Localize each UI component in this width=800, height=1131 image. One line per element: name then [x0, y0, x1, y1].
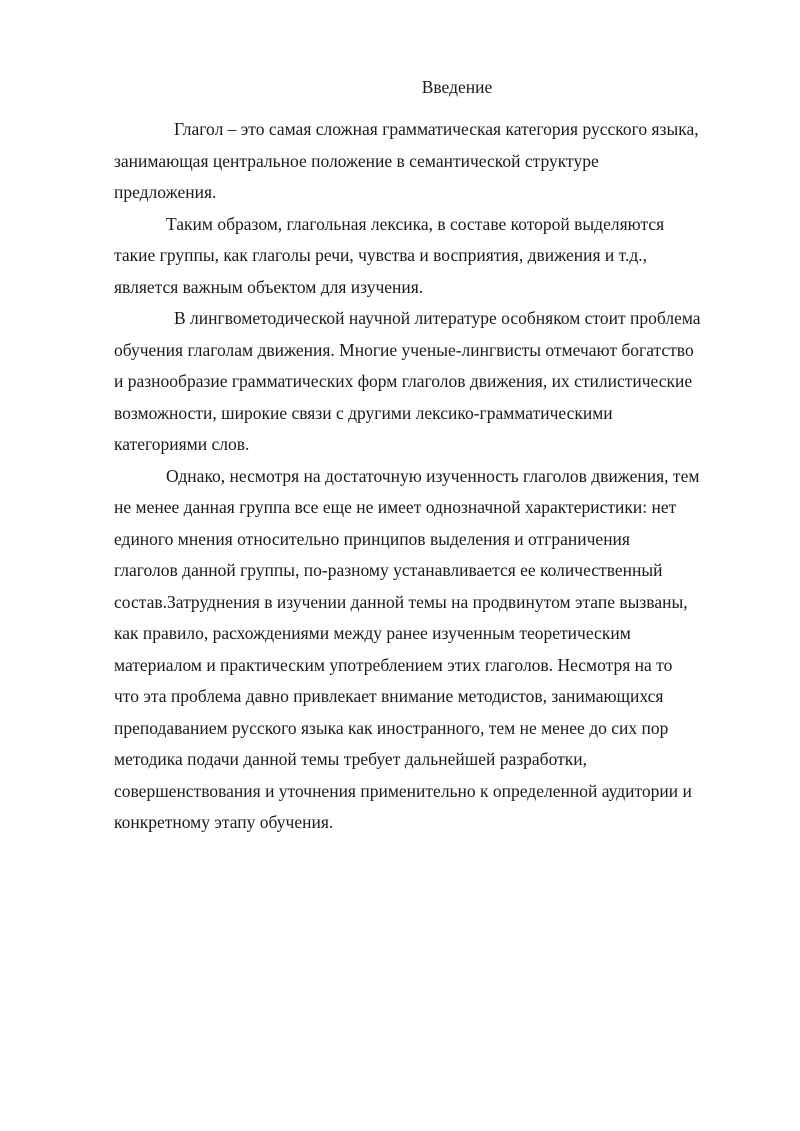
paragraph-line: обучения глаголам движения. Многие ученые-лингвисты отмечают богатство — [114, 339, 694, 360]
paragraph-line: Таким образом, глагольная лексика, в составе которой выделяются — [166, 213, 665, 234]
paragraph-line: материалом и практическим употреблением этих глаголов. Несмотря на то — [114, 654, 673, 675]
paragraph-line: предложения. — [114, 182, 217, 202]
document-heading: Введение — [421, 77, 493, 97]
paragraph-line: как правило, расхождениями между ранее изученным теоретическим — [114, 623, 631, 643]
paragraph-line: Однако, несмотря на достаточную изученность глаголов движения, тем — [166, 465, 700, 486]
paragraph-line: возможности, широкие связи с другими лексико-грамматическими — [114, 402, 613, 423]
document-body — [114, 114, 746, 839]
paragraph-line: является важным объектом для изучения. — [114, 276, 424, 297]
paragraph-line: занимающая центральное положение в семантической структуре — [114, 150, 599, 171]
paragraph-line: единого мнения относительно принципов выделения и отграничения — [114, 528, 630, 549]
paragraph-line: совершенствования и уточнения применительно к определенной аудитории и — [114, 780, 692, 801]
paragraph-line: конкретному этапу обучения. — [114, 812, 334, 832]
paragraph-line: В лингвометодической научной литературе особняком стоит проблема — [174, 308, 701, 328]
paragraph-4 — [114, 461, 746, 839]
paragraph-line: что эта проблема давно привлекает внимание методистов, занимающихся — [114, 686, 664, 706]
paragraph-line: не менее данная группа все еще не имеет однозначной характеристики: нет — [114, 497, 677, 517]
paragraph-line: такие группы, как глаголы речи, чувства и восприятия, движения и т.д., — [114, 245, 648, 265]
paragraph-line: категориями слов. — [114, 434, 250, 454]
paragraph-line: состав.Затруднения в изучении данной темы на продвинутом этапе вызваны, — [114, 591, 688, 612]
paragraph-line: Глагол – это самая сложная грамматическая категория русского языка, — [174, 119, 699, 139]
paragraph-1 — [114, 114, 746, 209]
paragraph-3 — [114, 303, 746, 461]
paragraph-line: методика подачи данной темы требует дальнейшей разработки, — [114, 749, 587, 769]
paragraph-line: глаголов данной группы, по-разному устанавливается ее количественный — [114, 560, 663, 580]
paragraph-line: и разнообразие грамматических форм глаголов движения, их стилистические — [114, 371, 693, 391]
paragraph-line: преподаванием русского языка как иностранного, тем не менее до сих пор — [114, 717, 669, 738]
paragraph-2 — [114, 209, 746, 304]
